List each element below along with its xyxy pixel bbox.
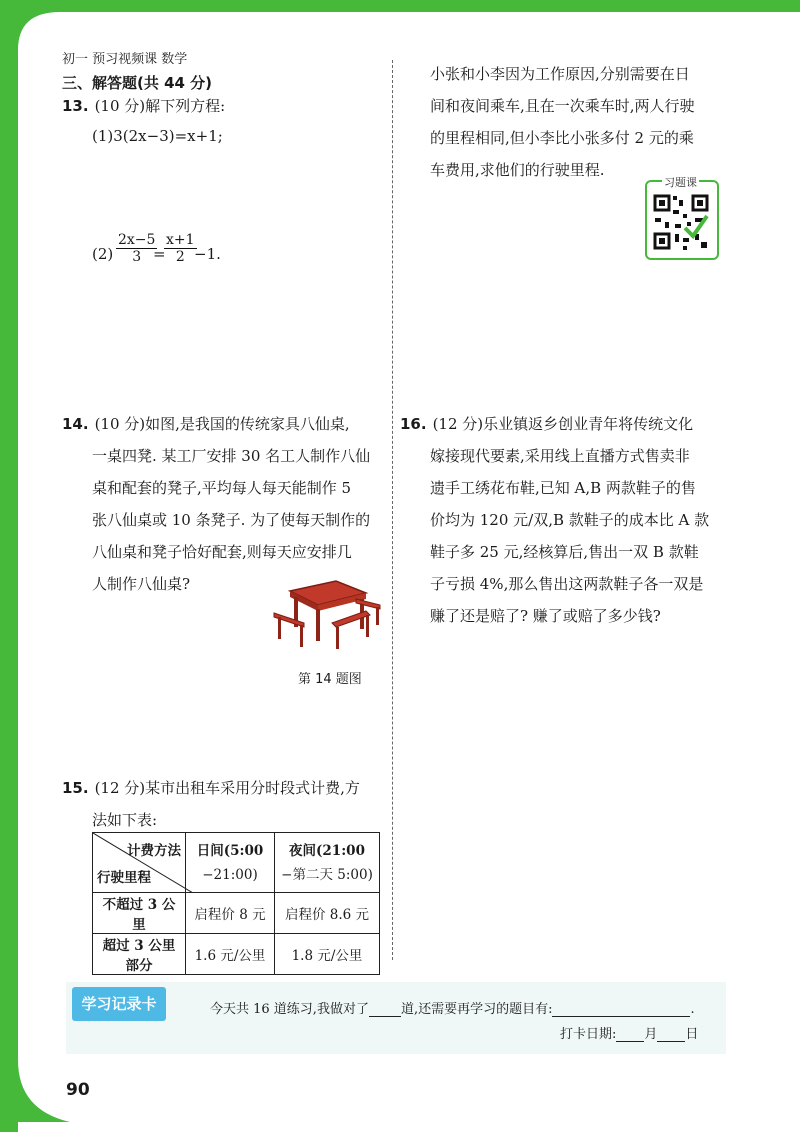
fraction-denominator: 3 xyxy=(132,249,142,265)
record-text: 日 xyxy=(685,1027,699,1042)
q15-line xyxy=(62,772,360,804)
green-page-frame xyxy=(0,0,58,1132)
header-line: −21:00) xyxy=(202,866,258,883)
q13-fraction-1 xyxy=(116,232,157,265)
text-line: (12 分)某市出租车采用分时段式计费,方 xyxy=(94,779,360,797)
header-line: −第二天 5:00) xyxy=(281,866,373,883)
text-line: 嫁接现代要素,采用线上直播方式售卖非 xyxy=(430,447,690,465)
text-line: 人制作八仙桌? xyxy=(92,575,191,593)
page-number: 90 xyxy=(66,1080,90,1100)
q13-part2-suffix: −1. xyxy=(194,245,221,263)
table-row xyxy=(93,934,380,975)
text-line: 车费用,求他们的行驶里程. xyxy=(430,161,605,179)
table-corner-cell xyxy=(93,833,186,893)
q13-fraction-2 xyxy=(164,232,197,265)
month-blank[interactable] xyxy=(616,1027,644,1042)
row-label: 超过 3 公里部分 xyxy=(93,934,186,975)
row-day-value: 1.6 元/公里 xyxy=(186,934,275,975)
row-label: 不超过 3 公里 xyxy=(93,893,186,934)
text-line: 一桌四凳. 某工厂安排 30 名工人制作八仙 xyxy=(92,447,371,465)
section-title: 三、解答题(共 44 分) xyxy=(62,74,213,92)
corner-bottom-label: 行驶里程 xyxy=(97,870,151,886)
text-line: 张八仙桌或 10 条凳子. 为了使每天制作的 xyxy=(92,511,371,529)
column-divider xyxy=(392,60,393,960)
text-line: 赚了还是赔了? 赚了或赔了多少钱? xyxy=(430,607,661,625)
text-line: 八仙桌和凳子恰好配套,则每天应安排几 xyxy=(92,543,352,561)
qr-code-icon xyxy=(647,182,717,258)
text-line: 价均为 120 元/双,B 款鞋子的成本比 A 款 xyxy=(430,511,710,529)
day-blank[interactable] xyxy=(657,1027,685,1042)
eight-immortals-table-figure xyxy=(270,575,385,655)
figure-caption: 第 14 题图 xyxy=(298,672,362,687)
fare-table xyxy=(92,832,380,975)
table-header-day xyxy=(186,833,275,893)
page-header: 初一 预习视频课 数学 xyxy=(62,52,188,67)
fraction-denominator: 2 xyxy=(175,249,185,265)
text-line: 桌和配套的凳子,平均每人每天能制作 5 xyxy=(92,479,352,497)
text-line: 法如下表: xyxy=(92,811,158,829)
q16-number: 16. xyxy=(400,415,427,433)
text-line: 间和夜间乘车,且在一次乘车时,两人行驶 xyxy=(430,97,695,115)
corner-top-label: 计费方法 xyxy=(127,843,181,859)
q14-line xyxy=(62,408,350,440)
correct-count-blank[interactable] xyxy=(369,1002,401,1017)
q14-number: 14. xyxy=(62,415,89,433)
record-text: . xyxy=(690,1002,695,1017)
q13-number: 13. xyxy=(62,97,89,115)
table-illustration xyxy=(270,575,385,655)
row-night-value: 启程价 8.6 元 xyxy=(275,893,380,934)
record-line-1 xyxy=(210,998,695,1017)
text-line: 遗手工绣花布鞋,已知 A,B 两款鞋子的售 xyxy=(430,479,696,497)
header-line: 夜间(21:00 xyxy=(289,842,365,859)
record-text: 道,还需要再学习的题目有: xyxy=(400,1002,553,1017)
q13-stem xyxy=(62,90,225,122)
fraction-numerator: x+1 xyxy=(166,232,195,248)
qr-label: 习题课 xyxy=(664,176,697,189)
q13-part1: (1)3(2x−3)=x+1; xyxy=(92,127,223,145)
table-row xyxy=(93,893,380,934)
row-day-value: 启程价 8 元 xyxy=(186,893,275,934)
q13-part2-prefix: (2) xyxy=(92,245,114,263)
header-line: 日间(5:00 xyxy=(196,842,264,859)
record-text: 月 xyxy=(644,1027,658,1042)
text-line: (12 分)乐业镇返乡创业青年将传统文化 xyxy=(432,415,694,433)
record-text: 今天共 16 道练习,我做对了 xyxy=(210,1002,369,1017)
fraction-numerator: 2x−5 xyxy=(118,232,156,248)
text-line: 子亏损 4%,那么售出这两款鞋子各一双是 xyxy=(430,575,704,593)
review-items-blank[interactable] xyxy=(552,1002,690,1017)
table-header-night xyxy=(275,833,380,893)
q15-number: 15. xyxy=(62,779,89,797)
record-line-2 xyxy=(560,1023,698,1042)
equals-sign: = xyxy=(153,245,166,263)
text-line: 的里程相同,但小李比小张多付 2 元的乘 xyxy=(430,129,694,147)
text-line: 鞋子多 25 元,经核算后,售出一双 B 款鞋 xyxy=(430,543,699,561)
record-text: 打卡日期: xyxy=(560,1027,617,1042)
text-line: (10 分)如图,是我国的传统家具八仙桌, xyxy=(94,415,350,433)
qr-code[interactable] xyxy=(645,180,719,260)
text-line: 小张和小李因为工作原因,分别需要在日 xyxy=(430,65,690,83)
q13-text: (10 分)解下列方程: xyxy=(94,97,226,115)
q16-line xyxy=(400,408,693,440)
row-night-value: 1.8 元/公里 xyxy=(275,934,380,975)
record-card-tab: 学习记录卡 xyxy=(72,987,166,1021)
